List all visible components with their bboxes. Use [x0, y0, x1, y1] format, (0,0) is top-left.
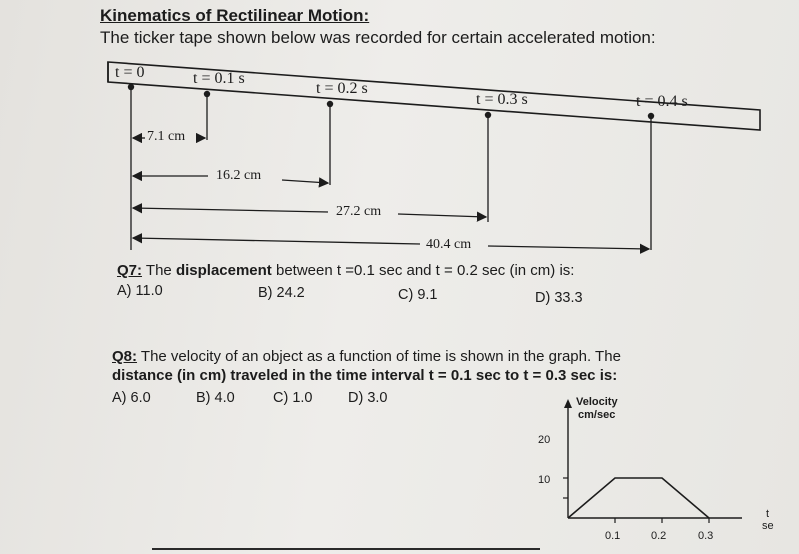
graph-x-tick-label-0.3: 0.3	[698, 530, 714, 542]
page-title: Kinematics of Rectilinear Motion:	[100, 6, 370, 25]
time-label-4: t = 0.4 s	[636, 93, 688, 110]
velocity-series-line	[568, 478, 709, 518]
q7-number: Q7:	[117, 262, 143, 279]
graph-x-unit: se	[762, 520, 774, 532]
time-label-3: t = 0.3 s	[476, 91, 528, 108]
q8-question-line2: distance (in cm) traveled in the time interval t = 0.1 sec to t = 0.3 sec is:	[112, 367, 618, 384]
time-label-2: t = 0.2 s	[316, 80, 368, 97]
q7-option-d[interactable]: D) 33.3	[535, 290, 583, 306]
graph-x-tick-label-0.1: 0.1	[605, 530, 621, 542]
time-label-0: t = 0	[115, 64, 145, 81]
q7-option-c[interactable]: C) 9.1	[398, 287, 438, 303]
q8-question: Q8: The velocity of an object as a function of time is shown in the graph. The	[112, 348, 621, 365]
graph-y-label: Velocity	[576, 396, 618, 408]
ticker-tape-diagram	[0, 0, 799, 270]
graph-y-tick-label-10: 10	[538, 474, 551, 486]
distance-label-2: 16.2 cm	[216, 168, 262, 183]
q7-option-a[interactable]: A) 11.0	[117, 283, 163, 299]
bottom-divider	[152, 548, 540, 550]
q7-question: Q7: The displacement between t =0.1 sec and t = 0.2 sec (in cm) is:	[117, 262, 575, 279]
q8-option-d[interactable]: D) 3.0	[348, 390, 388, 406]
q8-option-b[interactable]: B) 4.0	[196, 390, 235, 406]
distance-label-4: 40.4 cm	[426, 237, 472, 252]
q8-option-c[interactable]: C) 1.0	[273, 390, 313, 406]
graph-x-label: t	[766, 508, 770, 520]
distance-label-3: 27.2 cm	[336, 204, 382, 219]
velocity-time-graph	[520, 390, 790, 550]
intro-text: The ticker tape shown below was recorded for certain accelerated motion:	[100, 28, 656, 47]
distance-label-1: 7.1 cm	[147, 129, 186, 144]
graph-y-unit: cm/sec	[578, 409, 616, 421]
graph-x-tick-label-0.2: 0.2	[651, 530, 667, 542]
time-label-1: t = 0.1 s	[193, 70, 245, 87]
q7-option-b[interactable]: B) 24.2	[258, 285, 305, 301]
graph-y-tick-label-20: 20	[538, 434, 551, 446]
q8-number: Q8:	[112, 348, 138, 365]
q8-option-a[interactable]: A) 6.0	[112, 390, 151, 406]
